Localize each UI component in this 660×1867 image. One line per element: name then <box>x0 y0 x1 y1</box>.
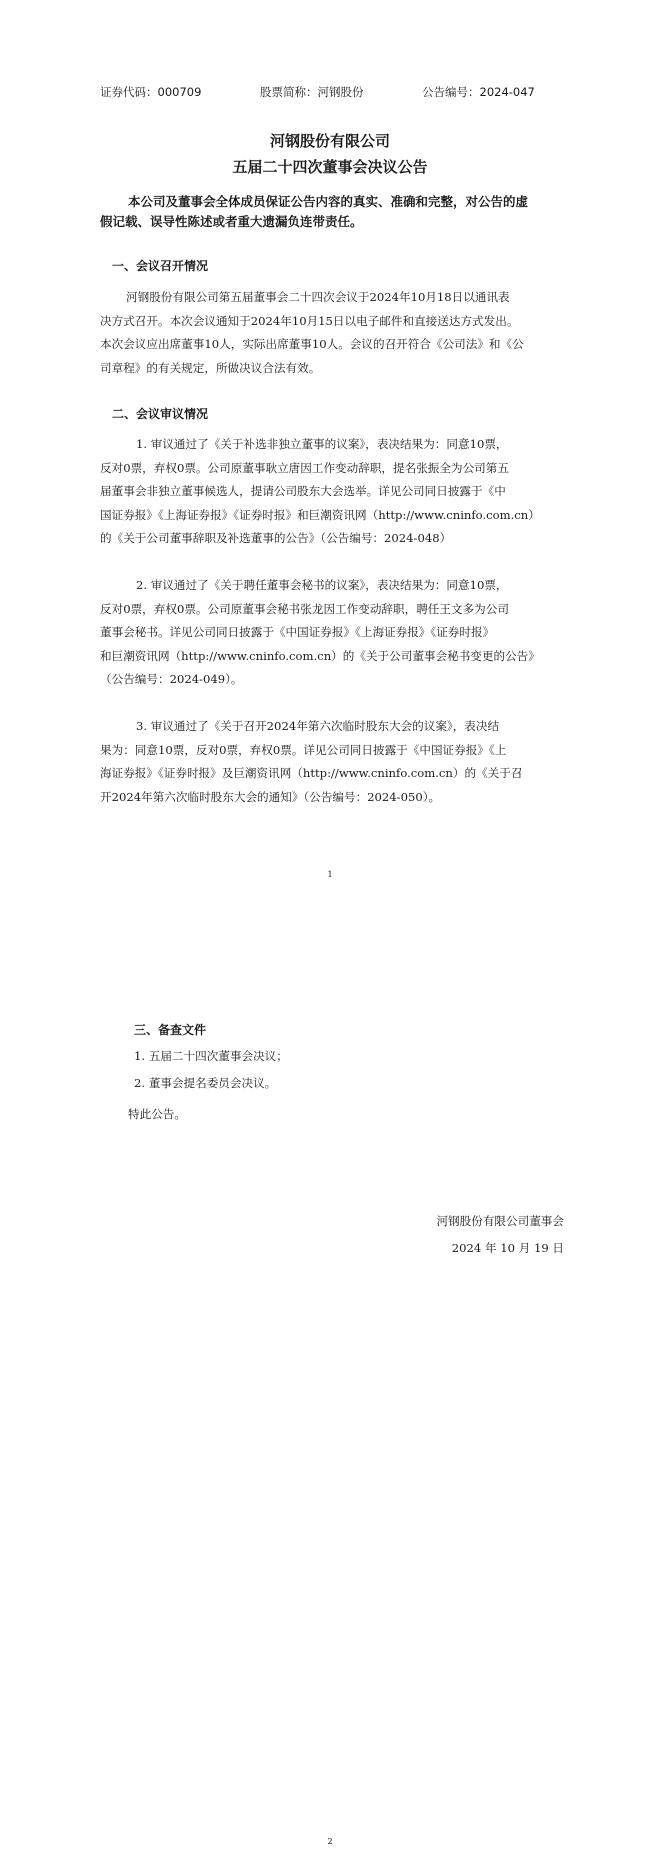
stock-code: 证券代码：000709 <box>100 85 202 99</box>
paragraph-line: 本次会议应出席董事10人，实际出席董事10人。会议的召开符合《公司法》和《公 <box>100 337 524 351</box>
paragraph-line: 司章程》的有关规定，所做决议合法有效。 <box>100 360 321 375</box>
reference-document-item: 1. 五届二十四次董事会决议； <box>134 1049 288 1063</box>
paragraph-line: 海证券报》《证券时报》及巨潮资讯网（http://www.cninfo.com.cn）的《关于召 <box>100 766 523 780</box>
paragraph-line: 和巨潮资讯网（http://www.cninfo.com.cn）的《关于公司董事会秘书变更的公告》 <box>100 648 540 663</box>
disclaimer-line: 本公司及董事会全体成员保证公告内容的真实、准确和完整，对公告的虚 <box>128 194 529 209</box>
disclaimer-line: 假记载、误导性陈述或者重大遗漏负连带责任。 <box>100 214 363 229</box>
resolution-item-2 <box>100 574 570 692</box>
page-number: 2 <box>327 1837 333 1846</box>
announcement-title: 五届二十四次董事会决议公告 <box>232 158 428 176</box>
page-2 <box>0 934 660 1867</box>
paragraph-line: 果为：同意10票，反对0票，弃权0票。详见公司同日披露于《中国证券报》《上 <box>100 742 507 757</box>
paragraph-line: 届董事会非独立董事候选人，提请公司股东大会选举。详见公司同日披露于《中 <box>100 484 506 498</box>
section-heading-reference-documents: 三、备查文件 <box>134 1023 207 1037</box>
page-number: 1 <box>327 870 333 879</box>
section-heading-meeting-review: 二、会议审议情况 <box>112 407 209 421</box>
reference-document-item: 2. 董事会提名委员会决议。 <box>134 1076 277 1090</box>
signature-company: 河钢股份有限公司董事会 <box>436 1214 564 1228</box>
paragraph-line: 河钢股份有限公司第五届董事会二十四次会议于2024年10月18日以通讯表 <box>126 290 510 304</box>
paragraph-line: （公告编号：2024-049）。 <box>100 672 243 686</box>
paragraph-line: 1. 审议通过了《关于补选非独立董事的议案》，表决结果为：同意10票， <box>136 437 508 451</box>
paragraph-line: 董事会秘书。详见公司同日披露于《中国证券报》《上海证券报》《证券时报》 <box>100 625 495 639</box>
paragraph-line: 反对0票，弃权0票。公司原董事会秘书张龙因工作变动辞职，聘任王文多为公司 <box>100 601 509 616</box>
paragraph-line: 的《关于公司董事辞职及补选董事的公告》（公告编号：2024-048） <box>100 531 452 545</box>
disclaimer-statement <box>100 192 570 232</box>
stock-abbr: 股票简称：河钢股份 <box>260 85 364 99</box>
section-meeting-convening-body <box>100 286 570 380</box>
paragraph-line: 3. 审议通过了《关于召开2024年第六次临时股东大会的议案》，表决结 <box>136 719 500 733</box>
paragraph-line: 决方式召开。本次会议通知于2024年10月15日以电子邮件和直接送达方式发出。 <box>100 313 519 328</box>
company-title: 河钢股份有限公司 <box>269 132 390 150</box>
section-heading-meeting-convening: 一、会议召开情况 <box>112 259 209 273</box>
paragraph-line: 开2024年第六次临时股东大会的通知》（公告编号：2024-050）。 <box>100 789 441 804</box>
paragraph-line: 国证券报》《上海证券报》《证券时报》和巨潮资讯网（http://www.cninfo.com.cn） <box>100 507 540 522</box>
paragraph-line: 反对0票，弃权0票。公司原董事耿立唐因工作变动辞职，提名张振全为公司第五 <box>100 460 509 475</box>
closing-remark: 特此公告。 <box>128 1107 186 1121</box>
resolution-item-1 <box>100 433 570 551</box>
announcement-number: 公告编号：2024-047 <box>422 85 535 99</box>
resolution-item-3 <box>100 715 570 809</box>
signature-date: 2024 年 10 月 19 日 <box>451 1241 564 1255</box>
paragraph-line: 2. 审议通过了《关于聘任董事会秘书的议案》，表决结果为：同意10票， <box>136 578 508 592</box>
